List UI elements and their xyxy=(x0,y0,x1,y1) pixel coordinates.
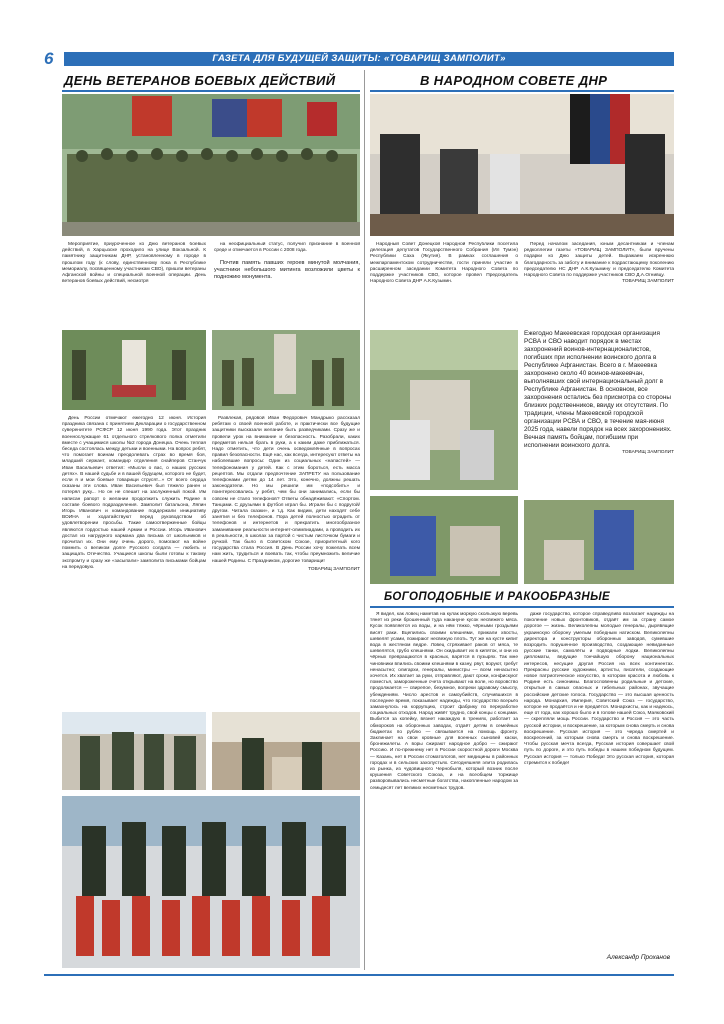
rule xyxy=(62,90,360,92)
prokhanov-text-col2 xyxy=(524,612,674,952)
school-meeting-photo-1 xyxy=(62,712,206,790)
bottom-rule xyxy=(44,974,674,976)
prokhanov-headline: БОГОПОДОБНЫЕ И РАКООБРАЗНЫЕ xyxy=(384,591,611,603)
left-para-1: Мероприятие, приуроченное ко Дню ветеранов боевых действий, в Харцызске проходило на улице Вокзальной. К памятнику защитникам ДНР, установленному в городе в прошлом году (к слову, единственному пока в Республике мемориалу, посвященному участникам СВО), пришли ветераны Афганской войны и специальной военной операции. День ветеранов боевых действий, несмотря xyxy=(62,242,206,285)
rule xyxy=(370,90,674,92)
council-para-2: Перед началом заседания, юным десантникам и членам редколлегии газеты «ТОВАРИЩ ЗАМПОЛИТ», были вручены подарки ко Дню защиты детей. Выражаем искреннюю благодарность за заботу и внимание к подрастающему поколению председателю НС ДНР А.К.Кузьмину и председателю Комитета Народного Совета по поддержке участников СВО Д.А.Огнивцу. xyxy=(524,242,674,279)
left-para-2: на неофициальный статус, получил признание в военной среде и отмечается в России с 2008 года. xyxy=(214,242,360,254)
grave-cleanup-photo-1 xyxy=(370,330,518,490)
makeevka-para: Ежегодно Макеевская городская организация РСВА и СВО наводит порядок в местах захоронений воинов-интернационалистов, погибших при исполнении воинского долга в Республике Афганистан. Всего в г. Макеевка захоронено около 40 воинов-макеевчан, выполнявших свой интернациональный долг в Республике Афганистан. В основном, все захоронения остались без присмотра со стороны близких родственников, ввиду их отсутствия. По традиции, члены Макеевской городской организации РСВА и СВО, в течение мая-июня 2025 года, навели порядок на всех захоронениях. Вечная память бойцам, погибшим при исполнении воинского долга. xyxy=(524,330,672,449)
right-headline: В НАРОДНОМ СОВЕТЕ ДНР xyxy=(420,73,608,88)
column-divider xyxy=(364,70,365,970)
grave-cleanup-photo-2 xyxy=(370,496,518,584)
wreath-laying-photo xyxy=(62,330,206,410)
russia-day-text-left xyxy=(62,416,206,706)
grave-cleanup-photo-3 xyxy=(524,500,674,584)
page-number: 6 xyxy=(44,50,64,68)
prokhanov-para-2: даже государство, которое справедливо возлагает надежды на поколение новых фронтовиков, отдаёт им за страну самое дорогое — жизнь. Великолепны молодые генералы, дырявящие украинскую оборону умелым победным натиском. Великолепны директора и конструкторы оборонных заводов, сумевшие возродить порушенное производство, создающие невиданные русские танки, самолёты и подводные лодки. Великолепны дипломаты, ведущие тончайшую оборону национальных интересов, несущие другая Россия на всех континентах. Прекрасны русские художники, артисты, писатели, создающие новое патриотическое искусство, в котором красота и любовь к Родине есть синонимы. Благословенны родильные и детские, открытые в самых опасных и гибельных районах, звучащие российские детские голоса. Государство — это высшая ценность народа. Монархия, Империя, Советский Союз — государство, которое не продаётся и не предаётся. Монархисты, как и надеюсь, еще от года, как хорошо было и в голове нашей Союз, Маяковский — скрепляли мощь России. Государство и Россия — это часть русской истории, и воскрешение, за которым снова смерть и снова воскрешение. Русская история — это череда смертей и воскресений, за которым снова смерть и снова воскрешение. Чтобы русская мечта всегда, Русская история совершает свой путь по дороге, и это путь победы в нашем победном будущем. Русская история — только Победа! Это русская история, которая стремится к победе! xyxy=(524,612,674,766)
makeevka-text xyxy=(524,330,674,498)
russia-day-para-right: Развлекая, рядовой Иван Федорович Мандрыко рассказал ребятам о своей военной работе, и практически все будущие защитники высказали желание быть разведчиками. Сразу же и провели урок на внимание и безопасность. Разобрали, каких предметов нельзя брать в руки, а к каким даже приближаться. Надо отметить, что дети очень осведомлённые в вопросах правил безопасности. Ещё нас, как всегда, интересуют ответы на наболевшие вопросы: Один из социальных «напастей» — телефономания у детей. Как с этим бороться, есть масса рецептов. Мы отдали предпочтение ЗАПРЕТУ на пользование телефонами детям до 14 лет. Это, конечно, должны решать законодатели. Но мы решили им «подсобить» и поинтересовались у ребят, чем бы они занимались, если бы совсем не стало телефонов? Ответы обнадёживают: «Спортом. Танцами. С друзьями в футбол играл бы. Играли бы с подругой/другом. Читала сказки», и т.д. Как видим, дети находят себе занятия и без телефонов. Пора детей полностью оградить от телефонов и интернетов и прекратить многообразное заманивание реальности интернет-олимпиадами, а проводить их в реальности, в школах за партой с чистым листочком бумаги и ручкой. Так было в Советском Союзе, приоритетный кого государства стала Россия. В День России хочу пожелать всем нам жить, трудиться и воевать так, чтобы преумножить величие нашей Родины. С Праздником, дорогие товарищи! xyxy=(212,416,360,564)
left-headline: ДЕНЬ ВЕТЕРАНОВ БОЕВЫХ ДЕЙСТВИЙ xyxy=(64,73,336,88)
masthead-bar xyxy=(44,52,674,66)
council-text-col2 xyxy=(524,242,674,324)
veterans-group-photo xyxy=(62,94,360,236)
prokhanov-author: Александр Проханов xyxy=(606,954,670,961)
left-text-col1 xyxy=(62,242,206,324)
prokhanov-para-1: Я видел, как ловец наметав на кулак моркую скользкую веревь тянет из реки брошенный туда накануне кусок несвежего мяса. Кусок появляется из воды, и на нём тяжко, чёрными гроздьями висят раки. Вцепились своими клешнями, прижали хвосты, шевелят усами, пожирают несвежую плоть. Тут же на кусте кипит вода в жестяном ведре. Ловец стряхивает раков от мяса, те шевелятся, грубо клешнями. Он скидывает их в кипяток, и они из чёрных превращаются в красных, варятся в пузырях. Так мне чиновники впились своими клешнями в казну, рвут, воруют, гребут ненасытно; олигархи, генералы, министры — всем ненасытно хочется. Их хватает за руки, отправляют, дают сроки, конфискуют поместья, замороженные счета открывают на воле, но воровство продолжается — свирепое, безумное, вопреки здравому смыслу, убеждениям. Число арестов и самоубийств, случившихся в последнее время, показывает надежды, что государство всерьёз замахнулось на коррупцию, строит фабрику по переработке социальных отходов. Народ живёт трудно, свой концы с концами. Выбится за копейку, вязнет накаждую в трениях, работает за обмороков на оборонных заводах, отдаёт детям в семейных бюджетах по рублю — связывается на помощь фронту. Заклинает на свои кровные для военных сыновей каски, бронежилеты. А воры сжирают народное добро — сжирают Россию. И по-прежнему нет в России скоростной дороги Москва — Казань, нет в России стоматологов, нет медицины в районных городах и в сельских захолустьях. Сегодняшняя элита родилась из рынка, из чудовищного Чернобыля, который возник после крушения Советского Союза, и на всеобщем торжище разворовывались несметные богатства, накопленные народом за семьдесят лет великих несметных трудов. xyxy=(370,612,518,791)
makeevka-signature: ТОВАРИЩ ЗАМПОЛИТ xyxy=(622,450,674,455)
council-para-1: Народный Совет Донецкой Народной Республики посетила делегация депутатов Государственного Собрания (Ил Тумэн) Республики Саха (Якутия). В рамках соглашения о межпарламентском сотрудничестве, гости приняли участие в расширенном заседании Комитета Народного Совета по поддержке участников СВО, которое провел Председатель Народного Совета ДНР А.К.Кузьмин. xyxy=(370,242,518,285)
rule xyxy=(370,606,674,608)
left-text-col2 xyxy=(214,242,360,324)
council-signature: ТОВАРИЩ ЗАМПОЛИТ xyxy=(622,279,674,285)
left-signature: ТОВАРИЩ ЗАМПОЛИТ xyxy=(308,566,360,572)
monument-veterans-photo xyxy=(212,330,360,410)
school-meeting-photo-2 xyxy=(212,712,360,790)
council-text-col1 xyxy=(370,242,518,324)
left-para-3: Почтив память павших героев минутой молчания, участники небольшого митинга возложили цветы к подножию монумента. xyxy=(214,260,360,281)
children-with-soldiers-photo xyxy=(62,796,360,968)
russia-day-text-right xyxy=(212,416,360,706)
prokhanov-text-col1 xyxy=(370,612,518,964)
masthead-title: ГАЗЕТА ДЛЯ БУДУЩЕЙ ЗАЩИТЫ: «ТОВАРИЩ ЗАМПОЛИТ» xyxy=(212,53,506,64)
council-meeting-photo xyxy=(370,94,674,236)
russia-day-para-left: День России отмечают ежегодно 12 июня. История праздника связана с принятием Декларации о государственном суверенитете РСФСР 12 июня 1990 года. Этот праздник военнослужащие 61 отдельного стрелкового полка отметили вместе с учащимися школы №2 города Донецка. Очень теплая беседа состоялась между детьми и военными. На вопрос ребят, что помогает воинам преодолевать страх во время боя, младший сержант, командир отделения снайперов Станчук Иван Васильевич ответил: «Мысли о вас, о наших русских детях». В нашей судьбе и в вашей будущем, которого не будет, если я и мои боевые товарищи струсят...» От всего сердца сказаны эти слова. Иван Васильевич был тяжело ранен и потерял руку... Но он не спешит на заслуженный покой. Им написан рапорт о желании продолжить служить Родине в составе боевого подразделения. Замполит батальона, Ляпин Игорь Иванович и командование поддержали инициативу ВОИНА и ходатайствуют перед руководством об удовлетворении просьбы. Такие самоотверженные бойцы являются гордостью нашей Армии и России. Игорь Иванович достал из нагрудного кармана два письма от школьников и прочитал их. Они ему очень дорого, помогают на войне помнить о великом долге Русского солдата — любить и защищать Отечество. Учащиеся школы были готовы к такому экспромту и сразу же «засыпали» замполита письмами бойцам на передовую. xyxy=(62,416,206,570)
